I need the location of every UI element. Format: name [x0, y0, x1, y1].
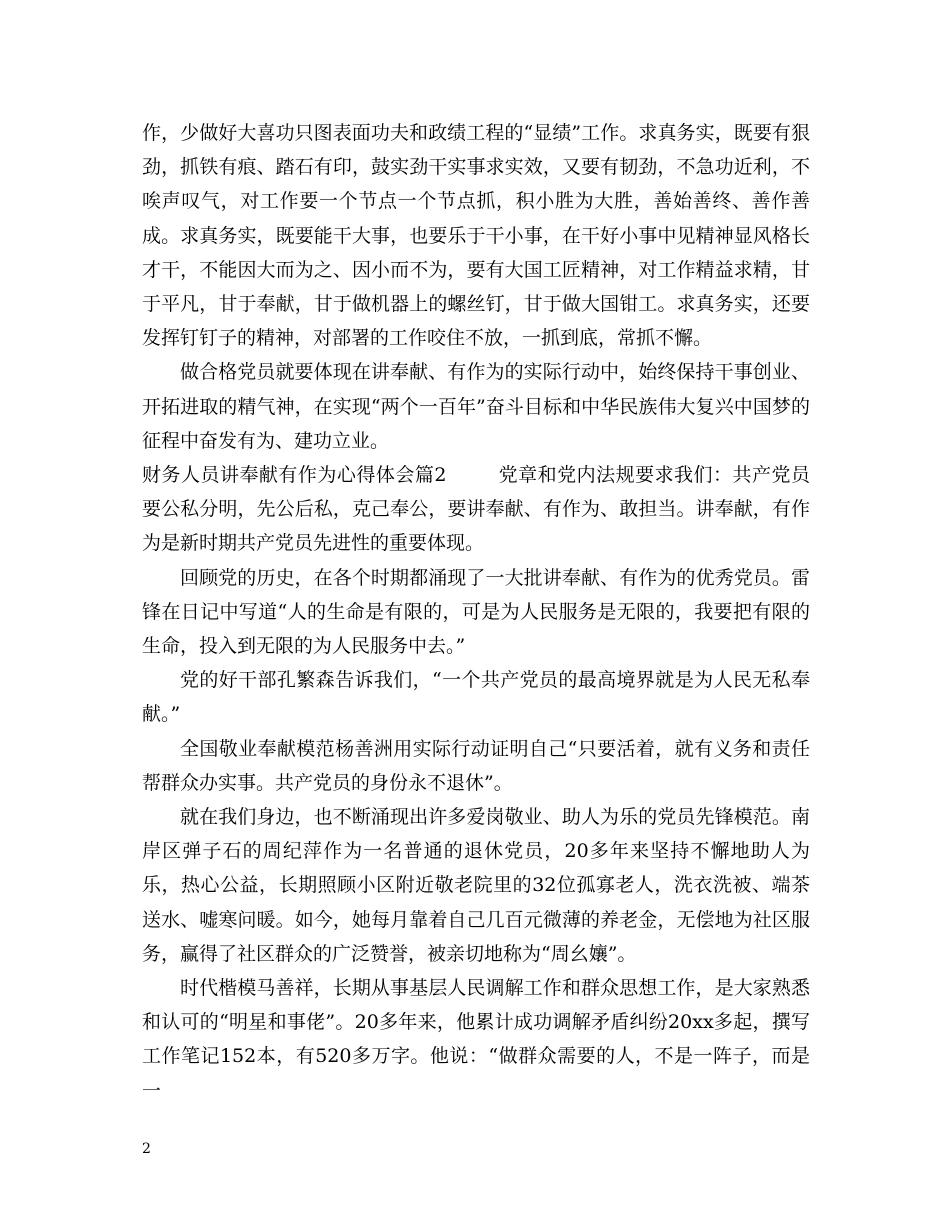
section-heading: 财务人员讲奉献有作为心得体会篇2 — [142, 464, 447, 487]
paragraph-2: 做合格党员就要体现在讲奉献、有作为的实际行动中，始终保持干事创业、开拓进取的精气神，在实现“两个一百年”奋斗目标和中华民族伟大复兴中国梦的征程中奋发有为、建功立业。 — [142, 361, 810, 452]
paragraph-7: 就在我们身边，也不断涌现出许多爱岗敬业、助人为乐的党员先锋模范。南岸区弹子石的周纪萍作为一名普通的退休党员，20多年来坚持不懈地助人为乐，热心公益，长期照顾小区附近敬老院里的32位孤寡老人，洗衣洗被、端茶送水、嘘寒问暖。如今，她每月靠着自己几百元微薄的养老金，无偿地为社区服务，赢得了社区群众的广泛赞誉，被亲切地称为“周幺孃”。 — [142, 806, 810, 965]
paragraph-4: 回顾党的历史，在各个时期都涌现了一大批讲奉献、有作为的优秀党员。雷锋在日记中写道“人的生命是有限的，可是为人民服务是无限的，我要把有限的生命，投入到无限的为人民服务中去。” — [142, 566, 810, 658]
document-body — [142, 116, 810, 1108]
paragraph-6: 全国敬业奉献模范杨善洲用实际行动证明自己“只要活着，就有义务和责任帮群众办实事。共产党员的身份永不退休”。 — [142, 737, 810, 794]
paragraph-3 — [142, 458, 810, 561]
paragraph-3-text: 党章和党内法规要求我们：共产党员要公私分明，先公后私，克己奉公，要讲奉献、有作为、敢担当。讲奉献，有作为是新时期共产党员先进性的重要体现。 — [142, 464, 810, 555]
paragraph-8: 时代楷模马善祥，长期从事基层人民调解工作和群众思想工作，是大家熟悉和认可的“明星和事佬”。20多年来，他累计成功调解矛盾纠纷20xx多起，撰写工作笔记152本，有520多万字。他说：“做群众需要的人，不是一阵子，而是一 — [142, 977, 810, 1102]
heading-gap — [446, 464, 498, 486]
page-number: 2 — [142, 1141, 151, 1157]
paragraph-5: 党的好干部孔繁森告诉我们，“一个共产党员的最高境界就是为人民无私奉献。” — [142, 669, 810, 726]
paragraph-1: 作，少做好大喜功只图表面功夫和政绩工程的“显绩”工作。求真务实，既要有狠劲，抓铁有痕、踏石有印，鼓实劲干实事求实效，又要有韧劲，不急功近利，不唉声叹气，对工作要一个节点一个节点抓，积小胜为大胜，善始善终、善作善成。求真务实，既要能干大事，也要乐于干小事，在干好小事中见精神显风格长才干，不能因大而为之、因小而不为，要有大国工匠精神，对工作精益求精，甘于平凡，甘于奉献，甘于做机器上的螺丝钉，甘于做大国钳工。求真务实，还要发挥钉钉子的精神，对部署的工作咬住不放，一抓到底，常抓不懈。 — [142, 122, 810, 350]
